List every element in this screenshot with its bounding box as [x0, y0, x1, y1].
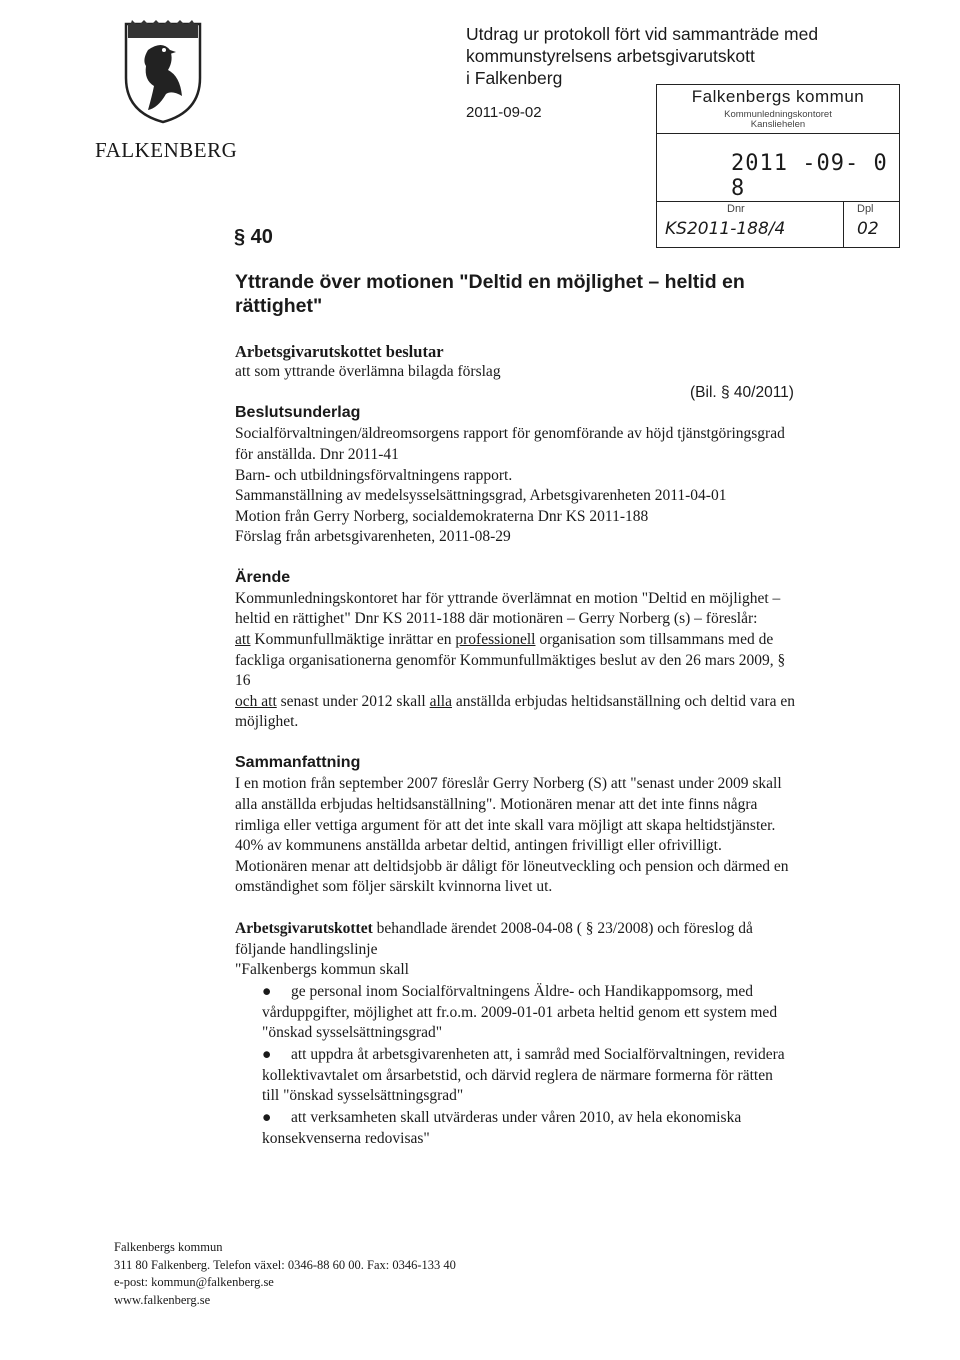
- stamp-dnr-value: KS2011-188/4: [665, 219, 786, 239]
- protocol-title-line-1: Utdrag ur protokoll fört vid sammanträde med: [466, 24, 819, 44]
- stamp-org: Falkenbergs kommun: [691, 87, 865, 106]
- arende-och-att: och att: [235, 693, 277, 710]
- arende-line: 16: [235, 672, 251, 689]
- bullet-icon: ●: [262, 1046, 272, 1063]
- arende-line: att Kommunfullmäktige inrättar en professionell organisation som tillsammans med de: [235, 631, 774, 648]
- arende-line: fackliga organisationerna genomför Kommunfullmäktiges beslut av den 26 mars 2009, §: [235, 652, 786, 669]
- behandlat-line: följande handlingslinje: [235, 941, 378, 958]
- footer-line: 311 80 Falkenberg. Telefon växel: 0346-88 60 00. Fax: 0346-133 40: [114, 1257, 456, 1272]
- arende-professionell: professionell: [455, 631, 536, 648]
- behandlat-line: "Falkenbergs kommun skall: [235, 961, 409, 978]
- matter-title: [235, 270, 835, 318]
- arende-line: heltid en rättighet" Dnr KS 2011-188 där motionären – Gerry Norberg (s) – föreslår:: [235, 610, 758, 627]
- beslutsunderlag-line: Motion från Gerry Norberg, socialdemokraterna Dnr KS 2011-188: [235, 508, 649, 525]
- footer-line: Falkenbergs kommun: [114, 1240, 223, 1254]
- stamp-date: 2011 -09- 0 8: [731, 151, 888, 201]
- footer-contact: [114, 1239, 456, 1309]
- bullet-icon: ●: [262, 983, 272, 1000]
- beslutsunderlag-line: Socialförvaltningen/äldreomsorgens rapport för genomförande av höjd tjänstgöringsgrad: [235, 425, 785, 442]
- stamp-dpl-value: 02: [857, 219, 879, 239]
- matter-title-line-1: Yttrande över motionen "Deltid en möjlighet – heltid en: [235, 271, 745, 293]
- list-item-cont: konsekvenserna redovisas": [262, 1130, 430, 1147]
- arende-att: att: [235, 631, 251, 648]
- footer-email[interactable]: e-post: kommun@falkenberg.se: [114, 1275, 274, 1289]
- bullet-icon: ●: [262, 1109, 272, 1126]
- sammanfattning-line: alla anställda erbjudas heltidsanställning". Motionären menar att det inte finns några: [235, 796, 758, 813]
- beslutsunderlag-line: Förslag från arbetsgivarenheten, 2011-08-29: [235, 528, 511, 545]
- decision-heading: Arbetsgivarutskottet beslutar: [235, 342, 444, 361]
- beslutsunderlag-heading: Beslutsunderlag: [235, 404, 361, 421]
- section-number: § 40: [234, 226, 273, 248]
- sammanfattning-line: 40% av kommunens anställda arbetar deltid, antingen frivilligt eller ofrivilligt.: [235, 837, 722, 854]
- behandlat-bold: Arbetsgivarutskottet: [235, 920, 373, 937]
- sammanfattning-line: omständighet som följer särskilt kvinnorna livet ut.: [235, 878, 553, 895]
- beslutsunderlag-line: Barn- och utbildningsförvaltningens rapport.: [235, 467, 513, 484]
- footer-website[interactable]: www.falkenberg.se: [114, 1292, 211, 1307]
- sammanfattning-heading: Sammanfattning: [235, 754, 361, 771]
- arende-heading: Ärende: [235, 569, 291, 586]
- attachment-reference: (Bil. § 40/2011): [690, 384, 794, 401]
- behandlat-line: Arbetsgivarutskottet behandlade ärendet 2008-04-08 ( § 23/2008) och föreslog då: [235, 920, 753, 937]
- decision-text: att som yttrande överlämna bilagda förslag: [235, 363, 501, 380]
- list-item: ● att verksamheten skall utvärderas under våren 2010, av hela ekonomiska: [262, 1108, 741, 1129]
- arende-line: möjlighet.: [235, 713, 299, 730]
- beslutsunderlag-line: för anställda. Dnr 2011-41: [235, 446, 399, 463]
- protocol-title-line-3: i Falkenberg: [466, 68, 563, 88]
- stamp-dnr-label: Dnr: [727, 203, 745, 215]
- arende-alla: alla: [429, 693, 452, 710]
- protocol-title-line-2: kommunstyrelsens arbetsgivarutskott: [466, 46, 755, 66]
- list-item: ● att uppdra åt arbetsgivarenheten att, i samråd med Socialförvaltningen, revidera: [262, 1045, 785, 1066]
- matter-title-line-2: rättighet": [235, 295, 323, 317]
- sammanfattning-line: rimliga eller vettiga argument för att det inte skall vara möjligt att skapa heltidstjänster.: [235, 817, 776, 834]
- protocol-date: 2011-09-02: [466, 104, 542, 121]
- stamp-dpl-label: Dpl: [857, 203, 874, 215]
- falkenberg-crest-icon: [118, 16, 208, 126]
- arende-line: Kommunledningskontoret har för yttrande överlämnat en motion "Deltid en möjlighet –: [235, 590, 781, 607]
- arende-line: och att senast under 2012 skall alla anställda erbjudas heltidsanställning och deltid vara en: [235, 693, 796, 710]
- sammanfattning-line: Motionären menar att deltidsjobb är dåligt för löneutveckling och pension och därmed en: [235, 858, 789, 875]
- list-item-cont: kollektivavtalet om årsarbetstid, och därvid reglera de närmare formerna för rätten: [262, 1067, 773, 1084]
- list-item-cont: "önskad sysselsättningsgrad": [262, 1024, 443, 1041]
- list-item-cont: till "önskad sysselsättningsgrad": [262, 1087, 464, 1104]
- stamp-dept-line-2: Kansliehelen: [750, 119, 806, 130]
- sammanfattning-line: I en motion från september 2007 föreslår Gerry Norberg (S) att "senast under 2009 skall: [235, 775, 782, 792]
- registration-stamp: [656, 84, 900, 248]
- list-item: ● ge personal inom Socialförvaltningens Äldre- och Handikappomsorg, med: [262, 982, 753, 1003]
- beslutsunderlag-line: Sammanställning av medelsysselsättningsgrad, Arbetsgivarenheten 2011-04-01: [235, 487, 727, 504]
- stamp-dept-line-1: Kommunledningskontoret: [724, 109, 832, 120]
- municipality-name: FALKENBERG: [95, 138, 238, 162]
- list-item-cont: vårduppgifter, möjlighet att fr.o.m. 2009-01-01 arbeta heltid genom ett system med: [262, 1004, 778, 1021]
